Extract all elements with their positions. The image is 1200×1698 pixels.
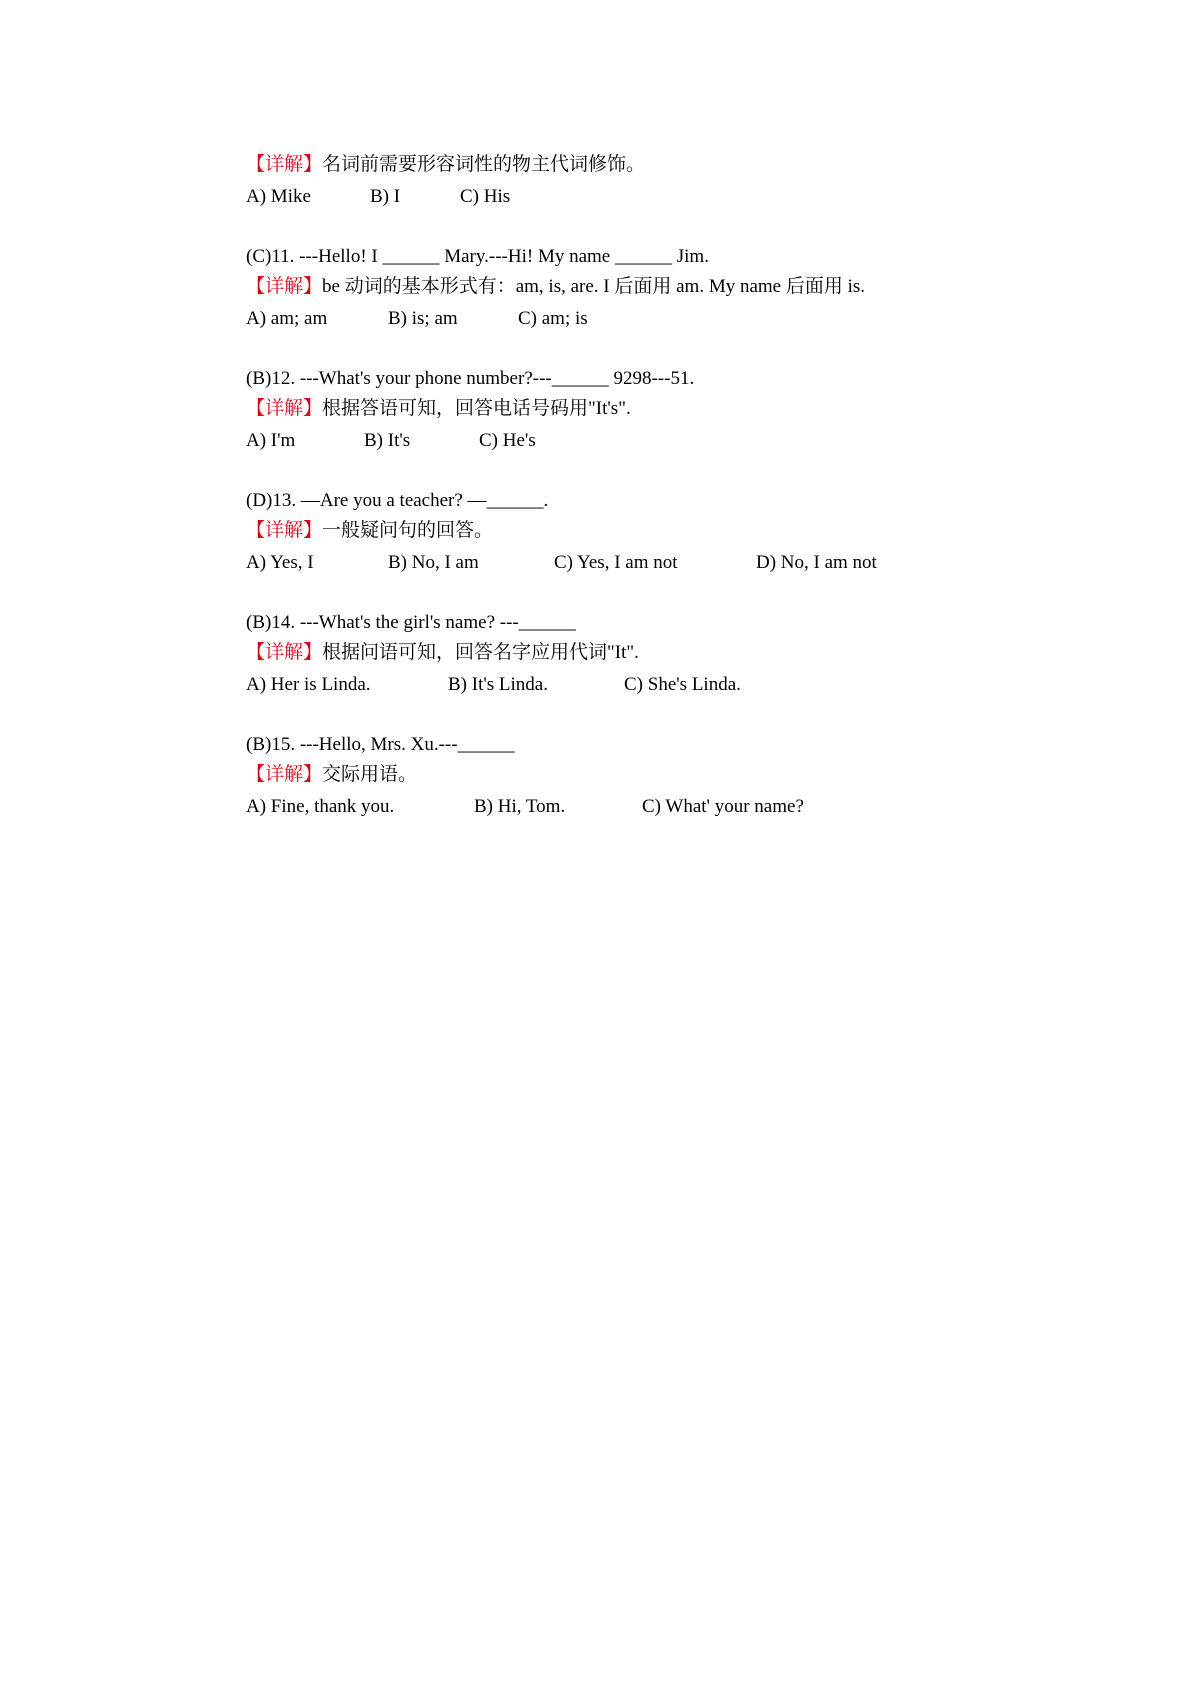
detail-line xyxy=(246,638,1146,668)
detail-text: 根据答语可知，回答电话号码用"It's". xyxy=(322,398,631,419)
question-block-13 xyxy=(246,486,1146,580)
question-block-10 xyxy=(246,150,1146,214)
detail-tag: 【详解】 xyxy=(246,642,323,663)
question-block-15 xyxy=(246,730,1146,824)
option-b: B) It's xyxy=(364,430,411,451)
detail-text: 交际用语。 xyxy=(322,764,418,785)
option-a: A) am; am xyxy=(246,308,328,329)
option-c: C) He's xyxy=(479,430,536,451)
option-b: B) I xyxy=(370,186,401,207)
detail-line xyxy=(246,272,1146,302)
option-c: C) What' your name? xyxy=(642,796,804,817)
question-block-14 xyxy=(246,608,1146,702)
option-c: C) His xyxy=(460,186,511,207)
question-line: (B)14. ---What's the girl's name? ---______ xyxy=(246,612,576,633)
option-c: C) She's Linda. xyxy=(624,674,741,695)
document-page xyxy=(246,150,1146,852)
detail-line xyxy=(246,394,1146,424)
detail-tag: 【详解】 xyxy=(246,154,323,175)
question-block-11 xyxy=(246,242,1146,336)
option-a: A) I'm xyxy=(246,430,296,451)
options-row xyxy=(246,302,1146,336)
options-row xyxy=(246,668,1146,702)
option-d: D) No, I am not xyxy=(756,552,877,573)
options-row xyxy=(246,180,1146,214)
option-b: B) is; am xyxy=(388,308,458,329)
options-row xyxy=(246,790,1146,824)
option-b: B) Hi, Tom. xyxy=(474,796,566,817)
detail-line xyxy=(246,760,1146,790)
detail-line xyxy=(246,150,1146,180)
detail-text: be 动词的基本形式有：am, is, are. I 后面用 am. My name 后面用 is. xyxy=(322,276,866,297)
question-line: (D)13. —Are you a teacher? —______. xyxy=(246,490,549,511)
options-row xyxy=(246,546,1146,580)
detail-tag: 【详解】 xyxy=(246,520,323,541)
option-b: B) No, I am xyxy=(388,552,479,573)
question-line: (B)15. ---Hello, Mrs. Xu.---______ xyxy=(246,734,515,755)
option-a: A) Mike xyxy=(246,186,311,207)
question-line: (B)12. ---What's your phone number?---______ 9298---51. xyxy=(246,368,695,389)
detail-text: 根据问语可知，回答名字应用代词"It". xyxy=(322,642,639,663)
option-b: B) It's Linda. xyxy=(448,674,548,695)
option-c: C) Yes, I am not xyxy=(554,552,678,573)
detail-text: 一般疑问句的回答。 xyxy=(322,520,494,541)
option-a: A) Her is Linda. xyxy=(246,674,371,695)
detail-tag: 【详解】 xyxy=(246,398,323,419)
detail-text: 名词前需要形容词性的物主代词修饰。 xyxy=(322,154,646,175)
question-line: (C)11. ---Hello! I ______ Mary.---Hi! My name ______ Jim. xyxy=(246,246,709,267)
detail-line xyxy=(246,516,1146,546)
question-block-12 xyxy=(246,364,1146,458)
option-c: C) am; is xyxy=(518,308,588,329)
option-a: A) Yes, I xyxy=(246,552,314,573)
detail-tag: 【详解】 xyxy=(246,276,323,297)
options-row xyxy=(246,424,1146,458)
detail-tag: 【详解】 xyxy=(246,764,323,785)
option-a: A) Fine, thank you. xyxy=(246,796,395,817)
